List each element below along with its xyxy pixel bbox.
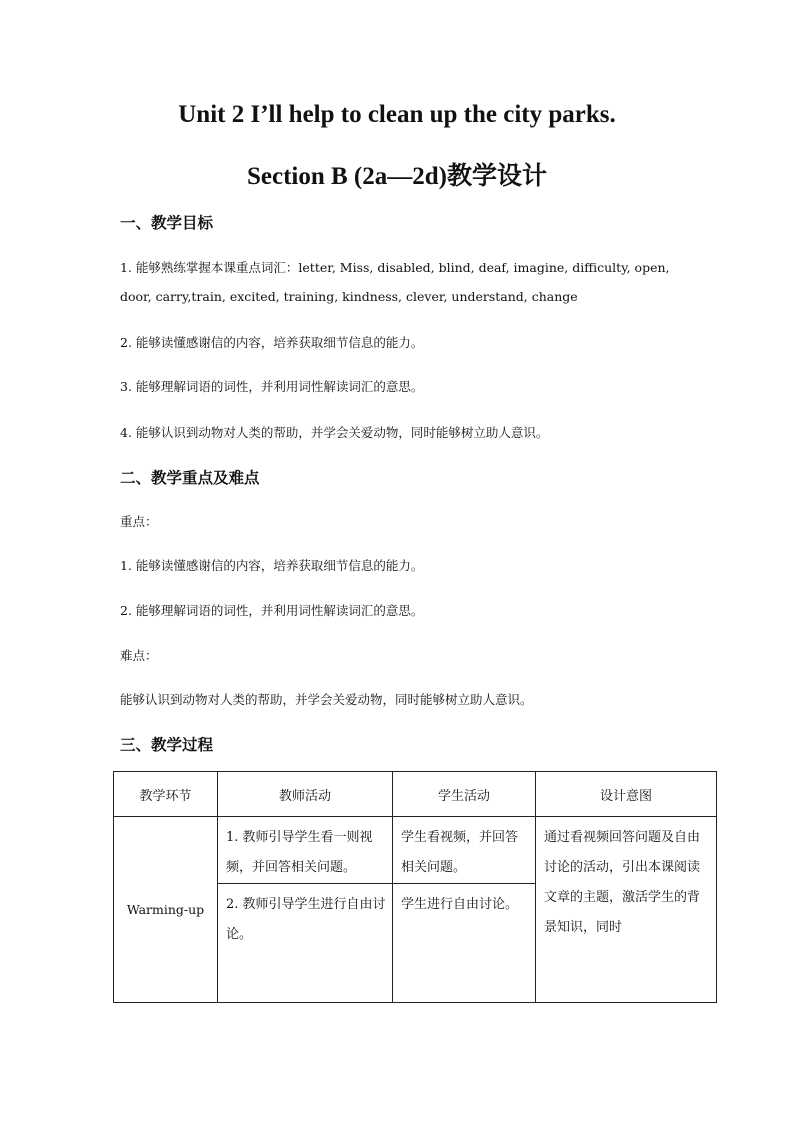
table-row: [114, 817, 717, 884]
student-activity-cell: [393, 884, 536, 1003]
design-intent-text: 通过看视频回答问题及自由讨论的活动，引出本课阅读文章的主题，激活学生的背景知识，同时: [544, 830, 701, 935]
key-points-label: 重点：: [120, 514, 158, 529]
difficult-points-label: 难点：: [120, 648, 158, 663]
objective-1-line1: 1. 能够熟练掌握本课重点词汇：letter, Miss, disabled, blind, deaf, imagine, difficulty, open,: [120, 260, 670, 275]
table-header-cell: 教学环节: [114, 772, 218, 817]
teacher-activity-text: 1. 教师引导学生看一则视频，并回答相关问题。: [226, 830, 373, 875]
teacher-activity-cell: [218, 884, 393, 1003]
table-header-cell: 教师活动: [218, 772, 393, 817]
section-heading-objectives: 一、教学目标: [120, 213, 214, 232]
student-activity-text: 学生看视频，并回答相关问题。: [401, 830, 519, 875]
key-point-1: 1. 能够读懂感谢信的内容，培养获取细节信息的能力。: [120, 558, 424, 573]
student-activity-cell: [393, 817, 536, 884]
table-header-cell: 学生活动: [393, 772, 536, 817]
document-subtitle: Section B (2a—2d)教学设计: [246, 163, 547, 190]
design-intent-cell: [536, 817, 717, 1003]
section-heading-process: 三、教学过程: [120, 735, 214, 754]
table-header-row: [114, 772, 717, 817]
key-point-2: 2. 能够理解词语的词性，并利用词性解读词汇的意思。: [120, 603, 424, 618]
objective-4: 4. 能够认识到动物对人类的帮助，并学会关爱动物，同时能够树立助人意识。: [120, 425, 549, 440]
table-header-cell: 设计意图: [536, 772, 717, 817]
section-heading-key-points: 二、教学重点及难点: [120, 468, 260, 487]
difficult-point-1: 能够认识到动物对人类的帮助，并学会关爱动物，同时能够树立助人意识。: [120, 692, 533, 707]
stage-cell: Warming-up: [114, 817, 218, 1003]
teacher-activity-text: 2. 教师引导学生进行自由讨论。: [226, 897, 386, 942]
student-activity-text: 学生进行自由讨论。: [401, 897, 519, 912]
teaching-process-table: [113, 771, 717, 1003]
objective-3: 3. 能够理解词语的词性，并利用词性解读词汇的意思。: [120, 379, 424, 394]
teacher-activity-cell: [218, 817, 393, 884]
objective-2: 2. 能够读懂感谢信的内容，培养获取细节信息的能力。: [120, 335, 424, 350]
document-title: Unit 2 I’ll help to clean up the city parks.: [178, 101, 616, 128]
objective-1-line2: door, carry,train, excited, training, kindness, clever, understand, change: [120, 289, 578, 304]
